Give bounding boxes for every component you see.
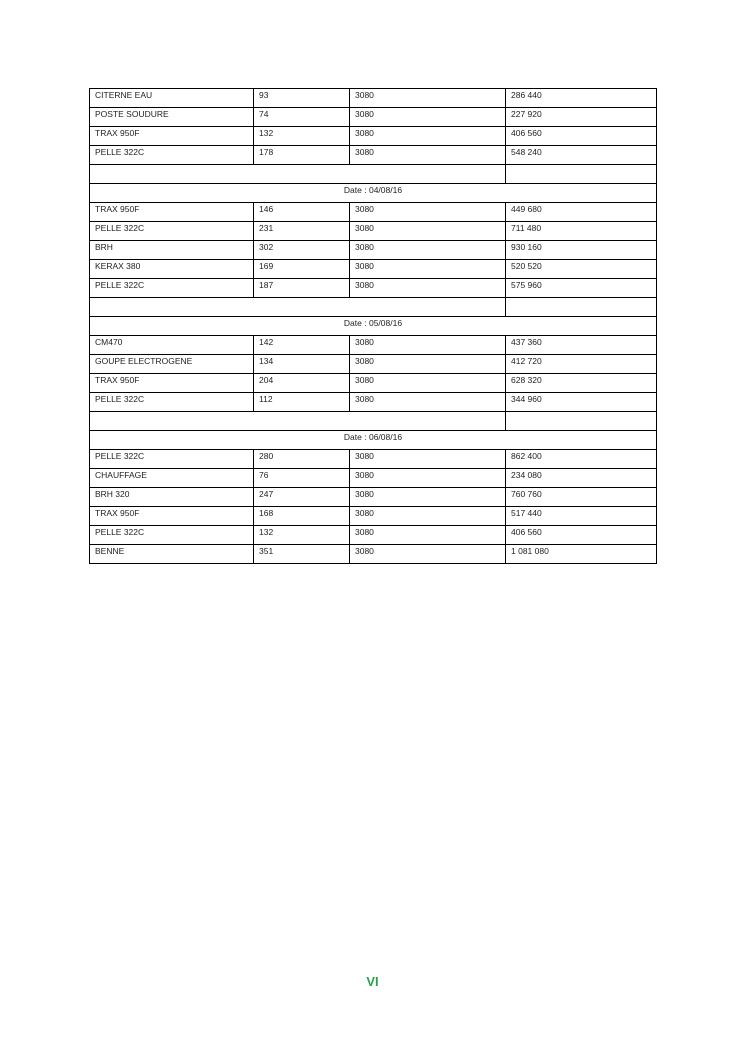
table-row: [90, 526, 657, 545]
cell-rate: 3080: [350, 526, 506, 545]
cell-amount: 628 320: [506, 374, 657, 393]
spacer-cell: [506, 165, 657, 184]
cell-rate: 3080: [350, 127, 506, 146]
date-label: Date : 04/08/16: [90, 184, 657, 203]
cell-quantity: 134: [254, 355, 350, 374]
cell-quantity: 302: [254, 241, 350, 260]
cell-rate: 3080: [350, 241, 506, 260]
cell-equipment: CHAUFFAGE: [90, 469, 254, 488]
cell-quantity: 169: [254, 260, 350, 279]
cell-quantity: 247: [254, 488, 350, 507]
cell-equipment: POSTE SOUDURE: [90, 108, 254, 127]
table-row: [90, 374, 657, 393]
date-row: [90, 431, 657, 450]
cell-rate: 3080: [350, 203, 506, 222]
spacer-cell: [506, 298, 657, 317]
table-row: [90, 241, 657, 260]
date-row: [90, 317, 657, 336]
cell-amount: 344 960: [506, 393, 657, 412]
cell-quantity: 168: [254, 507, 350, 526]
equipment-table-body: [90, 89, 657, 564]
table-row: [90, 507, 657, 526]
equipment-table: [89, 88, 657, 564]
date-row: [90, 184, 657, 203]
cell-quantity: 142: [254, 336, 350, 355]
cell-rate: 3080: [350, 469, 506, 488]
date-label: Date : 05/08/16: [90, 317, 657, 336]
date-label: Date : 06/08/16: [90, 431, 657, 450]
cell-equipment: BRH: [90, 241, 254, 260]
table-row: [90, 89, 657, 108]
cell-amount: 517 440: [506, 507, 657, 526]
cell-amount: 862 400: [506, 450, 657, 469]
cell-equipment: PELLE 322C: [90, 526, 254, 545]
table-row: [90, 203, 657, 222]
cell-rate: 3080: [350, 279, 506, 298]
spacer-cell: [90, 298, 506, 317]
cell-rate: 3080: [350, 336, 506, 355]
cell-amount: 227 920: [506, 108, 657, 127]
cell-quantity: 187: [254, 279, 350, 298]
cell-rate: 3080: [350, 545, 506, 564]
cell-rate: 3080: [350, 89, 506, 108]
cell-equipment: TRAX 950F: [90, 203, 254, 222]
table-row: [90, 469, 657, 488]
cell-quantity: 132: [254, 526, 350, 545]
cell-rate: 3080: [350, 355, 506, 374]
table-row: [90, 279, 657, 298]
cell-quantity: 74: [254, 108, 350, 127]
cell-equipment: TRAX 950F: [90, 127, 254, 146]
spacer-row: [90, 165, 657, 184]
cell-rate: 3080: [350, 488, 506, 507]
cell-quantity: 93: [254, 89, 350, 108]
cell-rate: 3080: [350, 374, 506, 393]
cell-equipment: CITERNE EAU: [90, 89, 254, 108]
table-row: [90, 222, 657, 241]
cell-equipment: BRH 320: [90, 488, 254, 507]
cell-equipment: PELLE 322C: [90, 222, 254, 241]
cell-amount: 1 081 080: [506, 545, 657, 564]
cell-amount: 449 680: [506, 203, 657, 222]
table-row: [90, 336, 657, 355]
cell-amount: 575 960: [506, 279, 657, 298]
cell-quantity: 76: [254, 469, 350, 488]
table-row: [90, 260, 657, 279]
cell-rate: 3080: [350, 507, 506, 526]
cell-rate: 3080: [350, 450, 506, 469]
cell-amount: 760 760: [506, 488, 657, 507]
cell-amount: 406 560: [506, 526, 657, 545]
cell-quantity: 178: [254, 146, 350, 165]
cell-equipment: KERAX 380: [90, 260, 254, 279]
cell-amount: 286 440: [506, 89, 657, 108]
spacer-row: [90, 298, 657, 317]
cell-equipment: PELLE 322C: [90, 450, 254, 469]
cell-equipment: GOUPE ELECTROGENE: [90, 355, 254, 374]
table-row: [90, 450, 657, 469]
table-row: [90, 108, 657, 127]
cell-equipment: CM470: [90, 336, 254, 355]
cell-rate: 3080: [350, 146, 506, 165]
cell-rate: 3080: [350, 393, 506, 412]
cell-equipment: TRAX 950F: [90, 507, 254, 526]
cell-equipment: PELLE 322C: [90, 279, 254, 298]
cell-rate: 3080: [350, 260, 506, 279]
cell-amount: 930 160: [506, 241, 657, 260]
cell-equipment: PELLE 322C: [90, 146, 254, 165]
cell-quantity: 280: [254, 450, 350, 469]
table-row: [90, 545, 657, 564]
cell-amount: 234 080: [506, 469, 657, 488]
cell-rate: 3080: [350, 108, 506, 127]
cell-quantity: 351: [254, 545, 350, 564]
cell-rate: 3080: [350, 222, 506, 241]
cell-quantity: 204: [254, 374, 350, 393]
cell-equipment: BENNE: [90, 545, 254, 564]
cell-quantity: 112: [254, 393, 350, 412]
cell-amount: 406 560: [506, 127, 657, 146]
table-row: [90, 127, 657, 146]
cell-amount: 437 360: [506, 336, 657, 355]
cell-amount: 548 240: [506, 146, 657, 165]
spacer-cell: [506, 412, 657, 431]
cell-equipment: PELLE 322C: [90, 393, 254, 412]
table-row: [90, 393, 657, 412]
cell-amount: 412 720: [506, 355, 657, 374]
cell-quantity: 146: [254, 203, 350, 222]
table-row: [90, 488, 657, 507]
cell-amount: 711 480: [506, 222, 657, 241]
page-number: VI: [366, 974, 379, 989]
cell-quantity: 231: [254, 222, 350, 241]
cell-quantity: 132: [254, 127, 350, 146]
spacer-cell: [90, 165, 506, 184]
cell-amount: 520 520: [506, 260, 657, 279]
spacer-row: [90, 412, 657, 431]
cell-equipment: TRAX 950F: [90, 374, 254, 393]
spacer-cell: [90, 412, 506, 431]
table-row: [90, 355, 657, 374]
table-row: [90, 146, 657, 165]
